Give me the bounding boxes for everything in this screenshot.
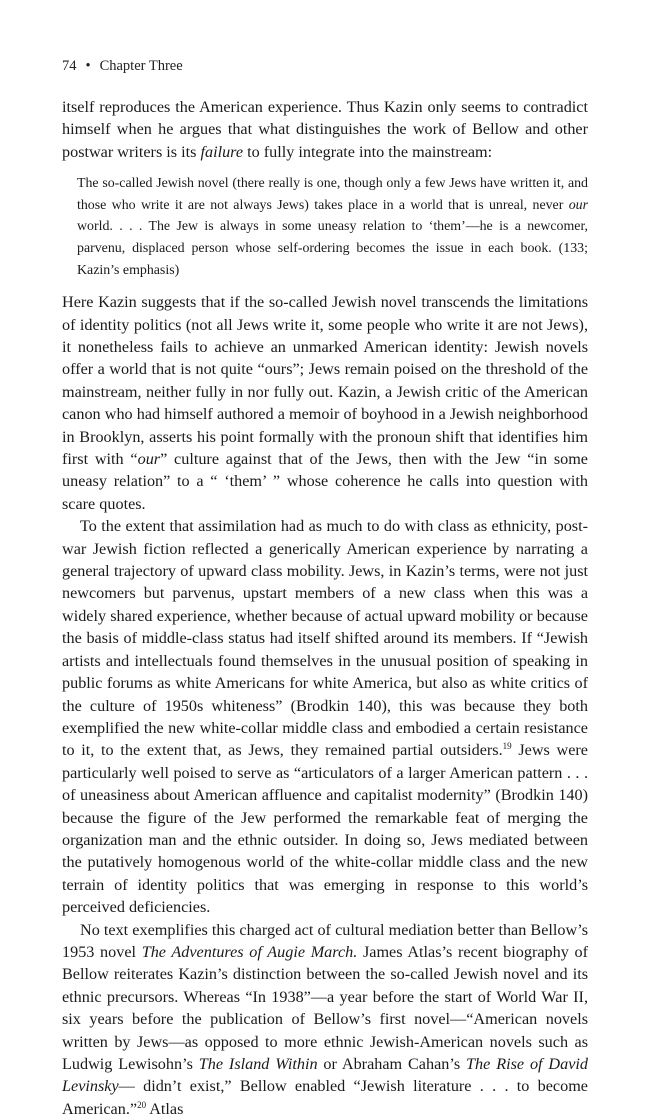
footnote-marker: 19 <box>502 741 512 752</box>
book-title: The Island Within <box>198 1055 318 1073</box>
page-number: 74 <box>62 58 77 74</box>
text-run: or Abraham Cahan’s <box>317 1055 467 1073</box>
text-run: to fully integrate into the mainstream: <box>243 142 493 161</box>
footnote-marker: 20 <box>137 1099 147 1110</box>
paragraph-4 <box>62 919 588 1120</box>
book-title: The Adventures of Augie March. <box>141 942 358 961</box>
chapter-title: Chapter Three <box>99 58 183 74</box>
text-run: To the extent that assimilation had as much to do with class as ethnicity, postwar Jewish fiction reflected a generically American experience by narrating a general trajectory of upward class mobility. Jews, in Kazin’s terms, were not just newcomers but parvenus, upstart members of a new class when this was a widely shared experience, whether because of actual upward mobility or because the basis of middle-class status had itself shifted around its members. If “Jewish artists and intellectuals found themselves in the unusual position of speaking in public forums as white Americans for white America, but also as white critics of the culture of 1950s whiteness” (Brodkin 140), this was because they both exemplified the new white-collar middle class and embodied a certain resistance to it, to the extent that, as Jews, they remained partial outsiders. <box>62 517 588 760</box>
emphasis: failure <box>200 142 244 161</box>
text-run: No text exemplifies this charged act of cultural mediation better than Bellow’s 1953 novel <box>62 920 588 961</box>
emphasis: our <box>568 197 588 213</box>
running-head <box>62 58 183 75</box>
text-run: Here Kazin suggests that if the so-called Jewish novel transcends the limitations of identity politics (not all Jews write it, some people who write it are not Jews), it nonetheless fails to achieve an unmarked American identity: Jewish novels offer a world that is not quite “ours”; Jews remain poised on the threshold of the mainstream, neither fully in nor fully out. Kazin, a Jewish critic of the American canon who had himself authored a memoir of boyhood in a Jewish neighborhood in Brooklyn, asserts his point formally with the pronoun shift that identifies him first with “ <box>62 293 588 469</box>
paragraph-3 <box>62 515 588 918</box>
body-text <box>62 96 588 1120</box>
text-run: — didn’t exist,” Bellow enabled “Jewish literature . . . to become American.” <box>62 1077 588 1118</box>
block-quote <box>77 173 588 281</box>
text-run: The so-called Jewish novel (there really is one, though only a few Jews have written it, and those who write it are not always Jews) takes place in a world that is unreal, never <box>77 176 588 213</box>
text-run: Atlas <box>146 1099 184 1118</box>
text-run: ” culture against that of the Jews, then with the Jew “in some uneasy relation” to a “ ‘them’ ” whose coherence he calls into question with scare quotes. <box>62 450 588 513</box>
paragraph-1 <box>62 96 588 163</box>
header-separator: • <box>85 58 91 74</box>
paragraph-2 <box>62 291 588 515</box>
text-run: Jews were particularly well poised to serve as “articulators of a larger American pattern . . . of uneasiness about American affluence and capitalist modernity” (Brodkin 140) because the figure of the Jew performed the remarkable feat of merging the organization man and the ethnic outsider. In doing so, Jews mediated between the putatively homogenous world of the white-collar middle class and the new terrain of identity politics that was emerging in response to this world’s perceived deficiencies. <box>62 741 588 917</box>
text-run: James Atlas’s recent biography of Bellow reiterates Kazin’s distinction between the so-called Jewish novel and its ethnic precursors. Whereas “In 1938”—a year before the start of World War II, six years before the publication of Bellow’s first novel—“American novels written by Jews—as opposed to more ethnic Jewish-American novels such as Ludwig Lewisohn’s <box>62 942 588 1073</box>
emphasis: our <box>137 450 161 469</box>
text-run: itself reproduces the American experience. Thus Kazin only seems to contradict himself when he argues that what distinguishes the work of Bellow and other postwar writers is its <box>62 98 588 161</box>
book-title: The Rise of David Levinsky <box>62 1055 588 1096</box>
text-run: world. . . . The Jew is always in some uneasy relation to ‘them’—he is a newcomer, parvenu, displaced person whose self-ordering becomes the issue in each book. (133; Kazin’s emphasis) <box>77 219 588 278</box>
